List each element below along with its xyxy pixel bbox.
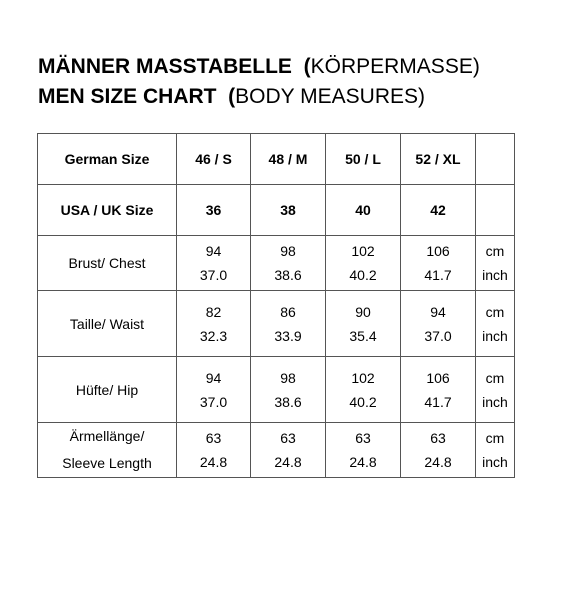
empty-cell [476, 134, 515, 185]
unit-cell: cm inch [476, 357, 515, 423]
measure-cell: 94 37.0 [401, 291, 476, 357]
measure-cell: 98 38.6 [251, 357, 326, 423]
row-label: Hüfte/ Hip [38, 357, 177, 423]
chest-row [38, 236, 515, 291]
measure-cell: 82 32.3 [177, 291, 251, 357]
german-size-label: German Size [38, 134, 177, 185]
german-size-cell: 50 / L [326, 134, 401, 185]
measure-cell: 94 37.0 [177, 357, 251, 423]
measure-cell: 90 35.4 [326, 291, 401, 357]
size-chart-table [37, 133, 515, 478]
row-label: Brust/ Chest [38, 236, 177, 291]
measure-cell: 98 38.6 [251, 236, 326, 291]
german-size-cell: 52 / XL [401, 134, 476, 185]
title-german: MÄNNER MASSTABELLE (KÖRPERMASSE) [38, 55, 480, 78]
measure-cell: 63 24.8 [326, 423, 401, 478]
unit-cell: cm inch [476, 291, 515, 357]
usa-size-cell: 38 [251, 185, 326, 236]
usa-size-cell: 42 [401, 185, 476, 236]
hip-row [38, 357, 515, 423]
usa-size-row [38, 185, 515, 236]
title-english: MEN SIZE CHART (BODY MEASURES) [38, 85, 425, 108]
empty-cell [476, 185, 515, 236]
measure-cell: 63 24.8 [177, 423, 251, 478]
measure-cell: 102 40.2 [326, 236, 401, 291]
measure-cell: 106 41.7 [401, 236, 476, 291]
usa-size-label: USA / UK Size [38, 185, 177, 236]
usa-size-cell: 40 [326, 185, 401, 236]
unit-cell: cm inch [476, 423, 515, 478]
chart-titles [38, 52, 480, 112]
german-size-cell: 46 / S [177, 134, 251, 185]
row-label: Taille/ Waist [38, 291, 177, 357]
german-size-cell: 48 / M [251, 134, 326, 185]
waist-row [38, 291, 515, 357]
measure-cell: 63 24.8 [401, 423, 476, 478]
sleeve-row [38, 423, 515, 478]
measure-cell: 102 40.2 [326, 357, 401, 423]
measure-cell: 94 37.0 [177, 236, 251, 291]
unit-cell: cm inch [476, 236, 515, 291]
usa-size-cell: 36 [177, 185, 251, 236]
row-label: Ärmellänge/ Sleeve Length [38, 423, 177, 478]
measure-cell: 63 24.8 [251, 423, 326, 478]
german-size-row [38, 134, 515, 185]
measure-cell: 86 33.9 [251, 291, 326, 357]
measure-cell: 106 41.7 [401, 357, 476, 423]
